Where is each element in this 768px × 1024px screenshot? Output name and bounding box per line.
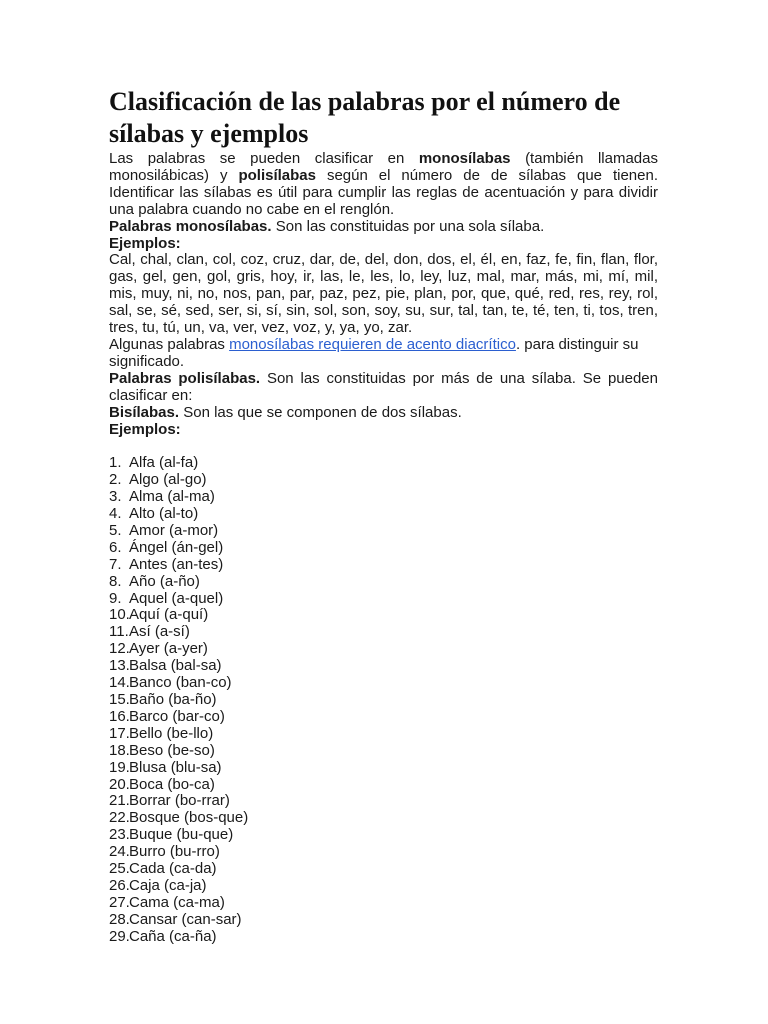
bisilabas-definition xyxy=(109,405,658,422)
bisilabas-examples-label-text: Ejemplos: xyxy=(109,420,181,438)
list-item-text: Caja (ca-ja) xyxy=(129,876,207,894)
list-item-number: 14. xyxy=(109,674,130,692)
list-item-number: 12. xyxy=(109,640,130,658)
list-item-number: 8. xyxy=(109,572,122,590)
list-item-number: 20. xyxy=(109,775,130,793)
mono-heading: Palabras monosílabas. xyxy=(109,217,272,235)
list-item xyxy=(109,760,658,777)
list-item xyxy=(109,709,658,726)
list-item-text: Bello (be-llo) xyxy=(129,724,214,742)
list-item-number: 11. xyxy=(109,623,129,641)
list-item-text: Cama (ca-ma) xyxy=(129,893,225,911)
list-item xyxy=(109,726,658,743)
list-item-text: Antes (an-tes) xyxy=(129,555,224,573)
list-item-text: Buque (bu-que) xyxy=(129,826,234,844)
list-item xyxy=(109,540,658,557)
list-item-number: 17. xyxy=(109,724,130,742)
list-item xyxy=(109,827,658,844)
list-item-text: Aquí (a-quí) xyxy=(129,606,209,624)
bisilabas-heading: Bisílabas. xyxy=(109,403,180,421)
mono-definition xyxy=(109,219,658,236)
mono-examples: Cal, chal, clan, col, coz, cruz, dar, de, del, don, dos, el, él, en, faz, fe, fin, flan, flor, gas, gel, gen, gol, gris, hoy, ir, las, le, les, lo, ley, luz, mal, mar, más, mi, mí, mil, mis, muy, ni, no, nos, pan, par, paz, pez, pie, plan, por, que, qué, red, res, rey, rol, sal, se, sé, sed, ser, si, sí, sin, sol, son, soy, su, sur, tal, tan, te, té, ten, ti, tos, tren, tres, tu, tú, un, va, ver, vez, voz, y, ya, yo, zar. xyxy=(109,251,658,337)
list-item-text: Cansar (can-sar) xyxy=(129,910,242,928)
list-item-text: Barco (bar-co) xyxy=(129,707,225,725)
bisilabas-examples-label xyxy=(109,422,658,439)
mono-note-before: Algunas palabras xyxy=(109,335,225,353)
mono-definition-text: Son las constituidas por una sola sílaba. xyxy=(275,217,545,235)
list-item-text: Algo (al-go) xyxy=(129,471,207,489)
list-item xyxy=(109,574,658,591)
list-item-text: Aquel (a-quel) xyxy=(129,589,224,607)
poli-definition-text: Son las constituidas por más de una sílaba. Se pueden clasificar en: xyxy=(109,369,658,404)
spacer xyxy=(109,438,658,455)
list-item xyxy=(109,743,658,760)
list-item-text: Burro (bu-rro) xyxy=(129,843,220,861)
list-item-number: 26. xyxy=(109,876,130,894)
acento-diacritico-link[interactable]: monosílabas requieren de acento diacrítico xyxy=(229,335,516,353)
list-item xyxy=(109,929,658,946)
list-item xyxy=(109,793,658,810)
mono-note xyxy=(109,337,658,371)
list-item-text: Ayer (a-yer) xyxy=(129,640,208,658)
list-item-number: 4. xyxy=(109,505,122,523)
list-item xyxy=(109,591,658,608)
list-item-number: 10. xyxy=(109,606,130,624)
list-item xyxy=(109,777,658,794)
list-item-number: 6. xyxy=(109,538,122,556)
intro-text-1: Las palabras se pueden clasificar en xyxy=(109,150,405,167)
poli-definition xyxy=(109,371,658,405)
bisilabas-word-list xyxy=(109,455,658,945)
mono-examples-label xyxy=(109,236,658,253)
list-item-text: Bosque (bos-que) xyxy=(129,809,249,827)
list-item-number: 27. xyxy=(109,893,130,911)
list-item-text: Amor (a-mor) xyxy=(129,521,219,539)
list-item-number: 2. xyxy=(109,471,122,489)
bisilabas-definition-text: Son las que se componen de dos sílabas. xyxy=(183,403,462,421)
intro-text-2: (también llamadas monosilábicas) y xyxy=(109,150,658,184)
list-item xyxy=(109,658,658,675)
list-item xyxy=(109,506,658,523)
list-item xyxy=(109,455,658,472)
list-item-number: 18. xyxy=(109,741,130,759)
list-item-number: 5. xyxy=(109,521,122,539)
list-item xyxy=(109,472,658,489)
list-item-number: 7. xyxy=(109,555,122,573)
list-item-text: Cada (ca-da) xyxy=(129,860,217,878)
list-item xyxy=(109,624,658,641)
list-item-text: Alfa (al-fa) xyxy=(129,454,199,472)
list-item-text: Beso (be-so) xyxy=(129,741,215,759)
list-item-number: 16. xyxy=(109,707,130,725)
list-item-text: Caña (ca-ña) xyxy=(129,927,217,945)
list-item-number: 13. xyxy=(109,657,130,675)
list-item xyxy=(109,692,658,709)
list-item xyxy=(109,810,658,827)
list-item-text: Blusa (blu-sa) xyxy=(129,758,222,776)
list-item-text: Ángel (án-gel) xyxy=(129,538,224,556)
list-item-number: 3. xyxy=(109,488,122,506)
list-item-number: 22. xyxy=(109,809,130,827)
intro-text-3: según el número de de sílabas que tienen. Identificar las sílabas es útil para cumplir las reglas de acentuación y para dividir una palabra cuando no cabe en el renglón. xyxy=(109,166,659,218)
list-item xyxy=(109,844,658,861)
list-item-text: Alma (al-ma) xyxy=(129,488,215,506)
list-item xyxy=(109,489,658,506)
list-item-number: 19. xyxy=(109,758,130,776)
document-page xyxy=(109,86,658,946)
intro-paragraph xyxy=(109,151,658,219)
list-item xyxy=(109,878,658,895)
list-item-number: 15. xyxy=(109,690,130,708)
mono-examples-label-text: Ejemplos: xyxy=(109,234,181,252)
list-item-number: 23. xyxy=(109,826,130,844)
list-item-number: 21. xyxy=(109,792,130,810)
list-item xyxy=(109,523,658,540)
list-item xyxy=(109,675,658,692)
list-item-number: 29. xyxy=(109,927,130,945)
intro-term-polisilabas: polisílabas xyxy=(238,166,316,184)
list-item-text: Balsa (bal-sa) xyxy=(129,657,222,675)
list-item-text: Banco (ban-co) xyxy=(129,674,232,692)
list-item xyxy=(109,607,658,624)
list-item xyxy=(109,557,658,574)
document-title: Clasificación de las palabras por el número de sílabas y ejemplos xyxy=(109,87,621,148)
list-item-number: 9. xyxy=(109,589,122,607)
list-item-number: 1. xyxy=(109,454,122,472)
list-item-text: Baño (ba-ño) xyxy=(129,690,217,708)
list-item-number: 24. xyxy=(109,843,130,861)
list-item-text: Alto (al-to) xyxy=(129,505,199,523)
list-item-text: Así (a-sí) xyxy=(129,623,190,641)
list-item-text: Año (a-ño) xyxy=(129,572,200,590)
intro-term-monosilabas: monosílabas xyxy=(418,150,511,167)
list-item-number: 28. xyxy=(109,910,130,928)
list-item xyxy=(109,912,658,929)
list-item xyxy=(109,895,658,912)
list-item-text: Borrar (bo-rrar) xyxy=(129,792,230,810)
list-item-number: 25. xyxy=(109,860,130,878)
mono-note-after: . para distinguir su significado. xyxy=(109,335,639,370)
poli-heading: Palabras polisílabas. xyxy=(109,369,261,387)
list-item xyxy=(109,641,658,658)
list-item-text: Boca (bo-ca) xyxy=(129,775,215,793)
list-item xyxy=(109,861,658,878)
